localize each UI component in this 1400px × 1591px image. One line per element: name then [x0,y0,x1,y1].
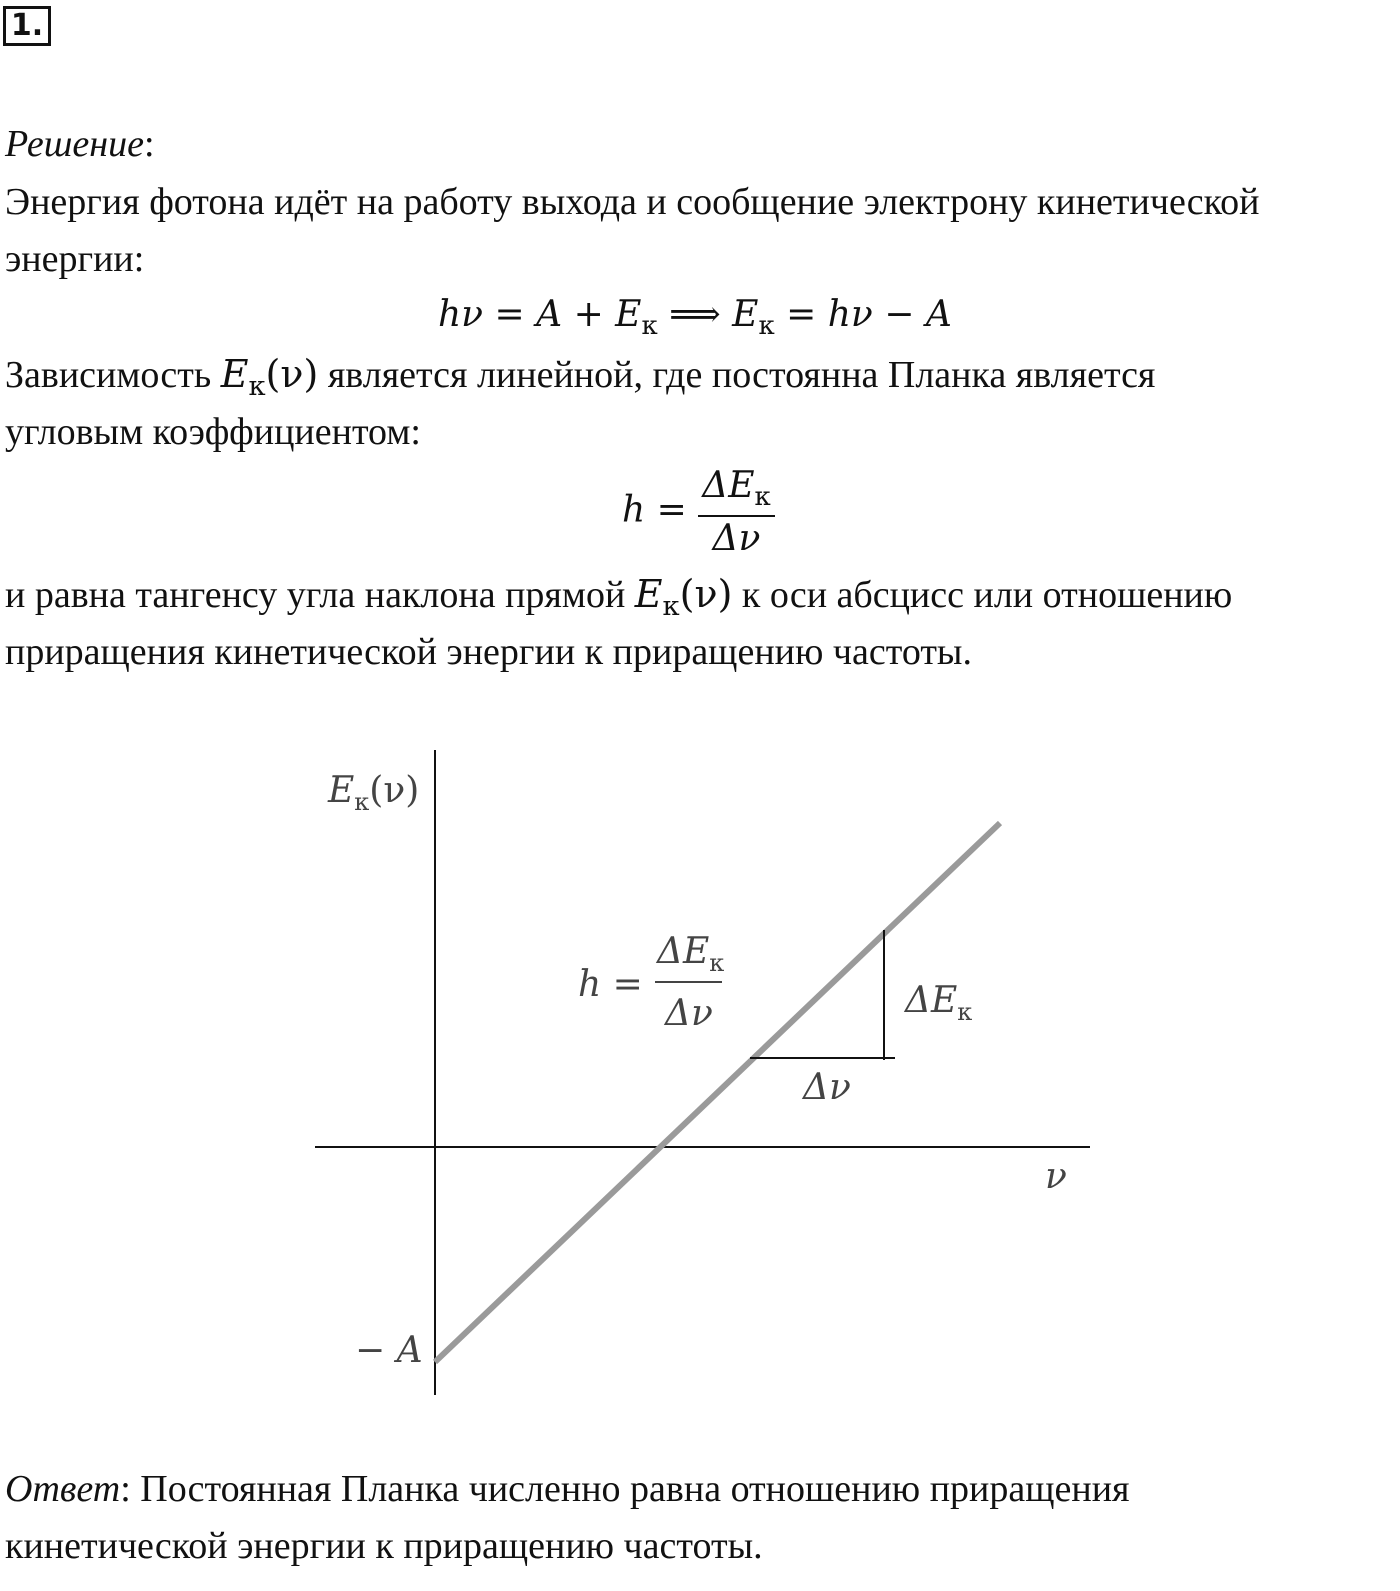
solution-heading: Решение: [5,123,155,165]
problem-number: 1. [3,6,51,46]
delta-e-label: $\Delta E_к$ [905,980,973,1026]
slope-h-label: h = [578,964,643,1005]
text-line-5: и равна тангенсу угла наклона прямой $E_к(\nu)$ к оси абсцисс или отношению [5,572,1233,623]
slope-frac-numerator: $\Delta E_к$ [657,931,725,977]
intercept-label: − A [355,1330,423,1371]
x-axis-label: ν [1045,1156,1067,1197]
text-line-4: угловым коэффициентом: [5,411,421,453]
ek-line [435,823,1000,1362]
delta-nu-label: Δν [803,1067,851,1108]
text-line-3: Зависимость $E_к(\nu)$ является линейной, где постоянна Планка является [5,352,1156,403]
answer-label: Ответ [5,1468,121,1510]
solution-label: Решение [5,123,144,165]
text-line-2: энергии: [5,238,145,280]
text-line-6: приращения кинетической энергии к приращению частоты. [5,631,972,673]
answer-line-1: Ответ: Постоянная Планка численно равна отношению приращения [5,1468,1130,1510]
equation-photoeffect: $h\nu = A + E_к$ ⟹ $E_к = h\nu - A$ [438,294,952,341]
y-axis-label: $E_к(\nu)$ [328,770,420,816]
equation-planck-slope: h = $\frac{\Delta E_к}{\Delta\nu}$ [622,468,775,557]
text-line-1: Энергия фотона идёт на работу выхода и сообщение электрону кинетической [5,181,1260,223]
fraction: $\frac{\Delta E_к}{\Delta\nu}$ [698,468,774,557]
slope-frac-denominator: Δν [665,993,713,1034]
graph-ek-vs-nu [0,720,1400,1480]
answer-line-2: кинетической энергии к приращению частоты. [5,1525,763,1567]
